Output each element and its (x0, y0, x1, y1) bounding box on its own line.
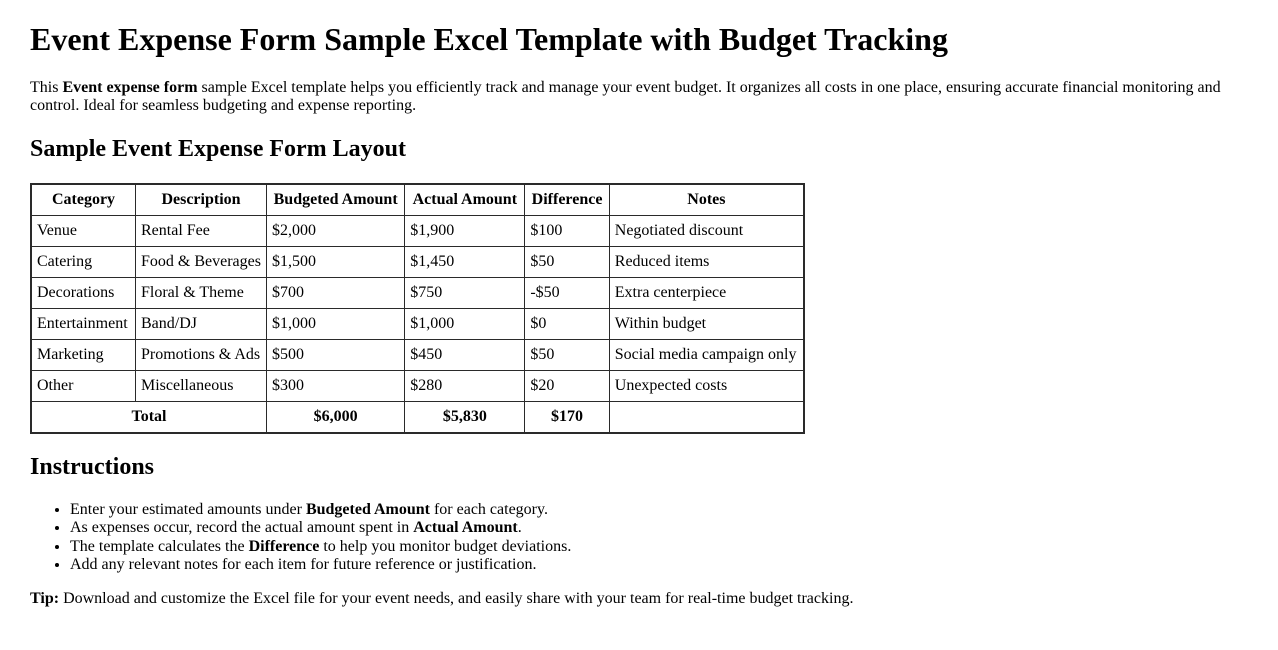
intro-paragraph (30, 79, 1248, 116)
cell-budgeted: $500 (266, 339, 404, 370)
table-row (31, 339, 804, 370)
cell-actual: $1,000 (405, 308, 525, 339)
header-actual-amount: Actual Amount (405, 184, 525, 216)
item-bold: Actual Amount (413, 519, 518, 537)
expense-table (30, 183, 805, 434)
cell-actual: $1,900 (405, 215, 525, 246)
total-notes (609, 401, 804, 433)
cell-difference: $50 (525, 339, 609, 370)
table-row (31, 277, 804, 308)
cell-budgeted: $1,000 (266, 308, 404, 339)
intro-rest: sample Excel template helps you efficiently track and manage your event budget. It organizes all costs in one place, ensuring accurate financial monitoring and control. Ideal for seamless budgeting and expense reporting. (30, 79, 1221, 115)
total-difference: $170 (525, 401, 609, 433)
item-pre: The template calculates the (70, 537, 249, 555)
cell-description: Miscellaneous (136, 370, 267, 401)
page-title: Event Expense Form Sample Excel Template with Budget Tracking (30, 21, 948, 57)
list-item (70, 501, 1248, 519)
cell-category: Catering (31, 246, 136, 277)
cell-budgeted: $1,500 (266, 246, 404, 277)
item-pre: Enter your estimated amounts under (70, 500, 306, 518)
item-bold: Budgeted Amount (305, 500, 430, 518)
cell-difference: $50 (525, 246, 609, 277)
total-budgeted: $6,000 (266, 401, 404, 433)
instructions-heading: Instructions (30, 453, 155, 480)
item-post: to help you monitor budget deviations. (319, 537, 572, 555)
table-row (31, 246, 804, 277)
header-difference: Difference (525, 184, 609, 216)
cell-notes: Social media campaign only (609, 339, 804, 370)
cell-category: Other (31, 370, 136, 401)
table-total-row (31, 401, 804, 433)
cell-description: Rental Fee (136, 215, 267, 246)
cell-notes: Reduced items (609, 246, 804, 277)
total-label: Total (31, 401, 266, 433)
item-pre: Add any relevant notes for each item for future reference or justification. (70, 555, 537, 573)
intro-prefix: This (30, 79, 63, 96)
cell-notes: Extra centerpiece (609, 277, 804, 308)
cell-difference: -$50 (525, 277, 609, 308)
header-budgeted-amount: Budgeted Amount (266, 184, 404, 216)
cell-notes: Negotiated discount (609, 215, 804, 246)
table-header (31, 184, 804, 216)
cell-difference: $20 (525, 370, 609, 401)
cell-actual: $750 (405, 277, 525, 308)
table-row (31, 370, 804, 401)
cell-description: Floral & Theme (136, 277, 267, 308)
cell-difference: $100 (525, 215, 609, 246)
list-item (70, 519, 1248, 537)
list-item (70, 556, 1248, 574)
cell-notes: Unexpected costs (609, 370, 804, 401)
header-category: Category (31, 184, 136, 216)
tip-paragraph (30, 590, 1248, 608)
header-row (31, 184, 804, 216)
total-actual: $5,830 (405, 401, 525, 433)
cell-actual: $1,450 (405, 246, 525, 277)
cell-budgeted: $300 (266, 370, 404, 401)
cell-description: Promotions & Ads (136, 339, 267, 370)
table-body (31, 215, 804, 433)
cell-description: Food & Beverages (136, 246, 267, 277)
header-notes: Notes (609, 184, 804, 216)
cell-budgeted: $2,000 (266, 215, 404, 246)
tip-bold: Tip: (30, 590, 60, 608)
item-pre: As expenses occur, record the actual amount spent in (70, 519, 414, 537)
cell-category: Entertainment (31, 308, 136, 339)
cell-difference: $0 (525, 308, 609, 339)
cell-budgeted: $700 (266, 277, 404, 308)
cell-notes: Within budget (609, 308, 804, 339)
instructions-list (30, 501, 1248, 575)
cell-category: Decorations (31, 277, 136, 308)
header-description: Description (136, 184, 267, 216)
cell-actual: $280 (405, 370, 525, 401)
item-bold: Difference (248, 537, 320, 555)
layout-section-heading: Sample Event Expense Form Layout (30, 135, 407, 162)
cell-description: Band/DJ (136, 308, 267, 339)
item-post: . (517, 519, 522, 537)
cell-actual: $450 (405, 339, 525, 370)
table-row (31, 215, 804, 246)
tip-text: Download and customize the Excel file for your event needs, and easily share with your team for real-time budget tracking. (59, 590, 854, 608)
list-item (70, 538, 1248, 556)
intro-bold: Event expense form (62, 79, 198, 96)
table-row (31, 308, 804, 339)
cell-category: Venue (31, 215, 136, 246)
cell-category: Marketing (31, 339, 136, 370)
item-post: for each category. (429, 500, 548, 518)
